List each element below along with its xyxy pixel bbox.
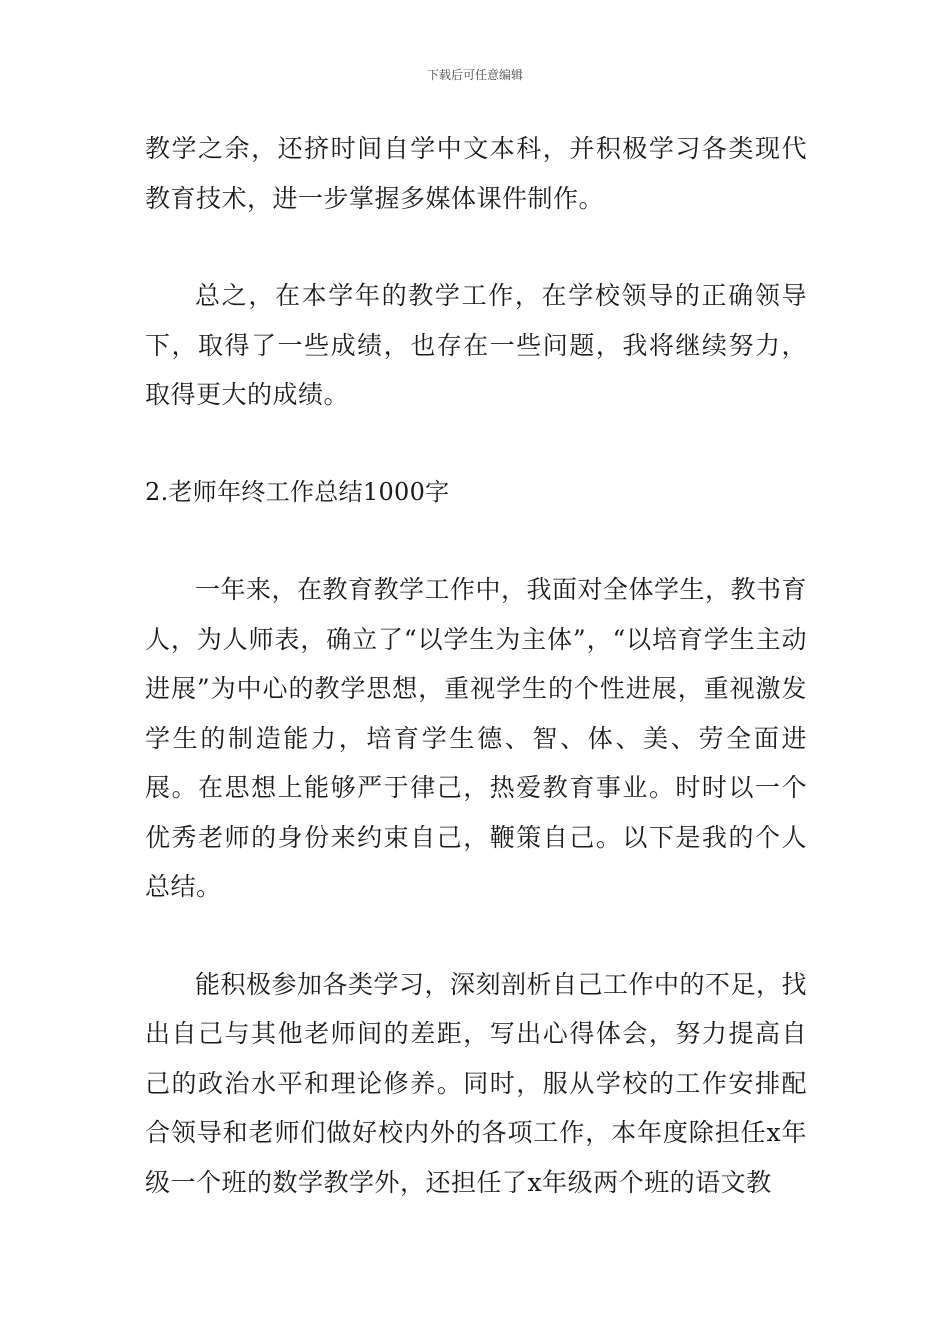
- document-body: [145, 124, 807, 1207]
- paragraph-gap: [145, 420, 807, 468]
- paragraph-continuation: 教学之余，还挤时间自学中文本科，并积极学习各类现代教育技术，进一步掌握多媒体课件制作。: [145, 134, 807, 213]
- paragraph-gap: [145, 517, 807, 565]
- page-header: 下载后可任意编辑: [426, 68, 523, 82]
- section-heading: 2.老师年终工作总结1000字: [145, 477, 450, 506]
- paragraph-gap: [145, 223, 807, 271]
- paragraph-intro: 一年来，在教育教学工作中，我面对全体学生，教书育人，为人师表，确立了“以学生为主体”，“以培育学生主动进展”为中心的教学思想，重视学生的个性进展，重视激发学生的制造能力，培育学生德、智、体、美、劳全面进展。在思想上能够严于律己，热爱教育事业。时时以一个优秀老师的身份来约束自己，鞭策自己。以下是我的个人总结。: [145, 575, 808, 901]
- paragraph-gap: [145, 912, 807, 960]
- paragraph-conclusion: 总之，在本学年的教学工作，在学校领导的正确领导下，取得了一些成绩，也存在一些问题，我将继续努力，取得更大的成绩。: [145, 281, 807, 409]
- paragraph-study: 能积极参加各类学习，深刻剖析自己工作中的不足，找出自己与其他老师间的差距，写出心得体会，努力提高自己的政治水平和理论修养。同时，服从学校的工作安排配合领导和老师们做好校内外的各项工作，本年度除担任x年级一个班的数学教学外，还担任了x年级两个班的语文教: [145, 969, 808, 1197]
